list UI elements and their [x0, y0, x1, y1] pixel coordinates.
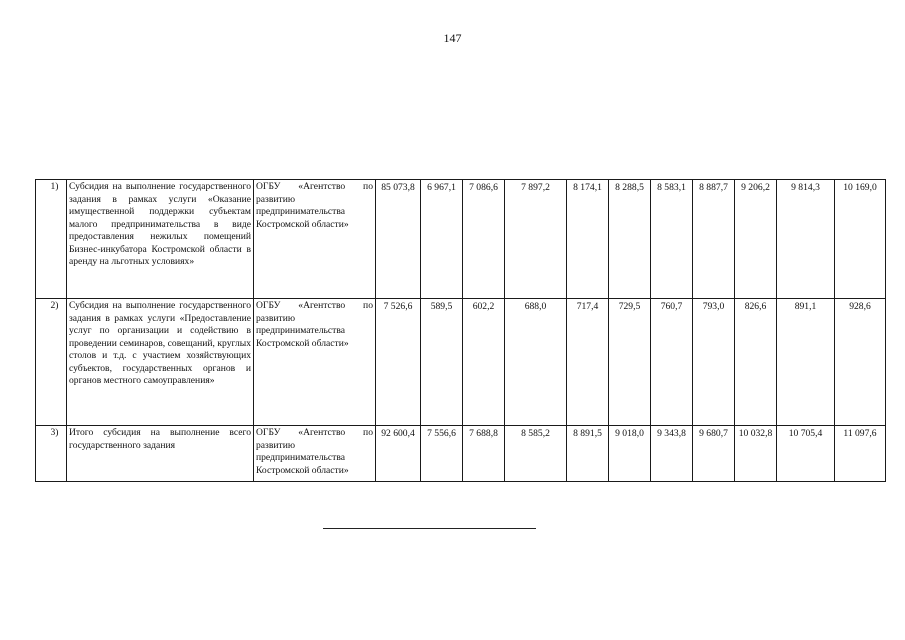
value-cell: 10 169,0 [835, 180, 886, 299]
value-cell: 891,1 [777, 299, 835, 426]
table-row [36, 180, 886, 299]
value-cell: 85 073,8 [376, 180, 421, 299]
value-cell: 589,5 [421, 299, 463, 426]
table-row-total [36, 426, 886, 482]
row-organization: ОГБУ «Агентство по развитию предпринимательства Костромской области» [254, 299, 376, 426]
value-cell: 7 526,6 [376, 299, 421, 426]
row-index: 3) [36, 426, 67, 482]
value-cell: 7 897,2 [505, 180, 567, 299]
closing-divider [323, 528, 536, 529]
value-cell: 9 206,2 [735, 180, 777, 299]
value-cell: 717,4 [567, 299, 609, 426]
value-cell: 7 086,6 [463, 180, 505, 299]
value-cell: 793,0 [693, 299, 735, 426]
value-cell: 9 018,0 [609, 426, 651, 482]
value-cell: 8 174,1 [567, 180, 609, 299]
value-cell: 11 097,6 [835, 426, 886, 482]
value-cell: 826,6 [735, 299, 777, 426]
row-organization: ОГБУ «Агентство по развитию предпринимательства Костромской области» [254, 180, 376, 299]
value-cell: 6 967,1 [421, 180, 463, 299]
row-description: Субсидия на выполнение государственного задания в рамках услуги «Предоставление услуг по организации и содействию в проведении семинаров, совещаний, круглых столов и т.д. с участием хозяйствующих субъектов, государственных органов и органов местного самоуправления» [67, 299, 254, 426]
subsidy-table [35, 179, 886, 482]
value-cell: 729,5 [609, 299, 651, 426]
value-cell: 10 705,4 [777, 426, 835, 482]
value-cell: 8 288,5 [609, 180, 651, 299]
value-cell: 8 891,5 [567, 426, 609, 482]
value-cell: 9 814,3 [777, 180, 835, 299]
value-cell: 9 343,8 [651, 426, 693, 482]
value-cell: 7 688,8 [463, 426, 505, 482]
table-row [36, 299, 886, 426]
page-number: 147 [443, 31, 462, 45]
value-cell: 8 887,7 [693, 180, 735, 299]
value-cell: 602,2 [463, 299, 505, 426]
value-cell: 928,6 [835, 299, 886, 426]
value-cell: 760,7 [651, 299, 693, 426]
value-cell: 10 032,8 [735, 426, 777, 482]
value-cell: 92 600,4 [376, 426, 421, 482]
value-cell: 7 556,6 [421, 426, 463, 482]
value-cell: 8 583,1 [651, 180, 693, 299]
row-description: Итого субсидия на выполнение всего государственного задания [67, 426, 254, 482]
row-index: 2) [36, 299, 67, 426]
value-cell: 688,0 [505, 299, 567, 426]
row-description: Субсидия на выполнение государственного задания в рамках услуги «Оказание имущественной поддержки субъектам малого предпринимательства в виде предоставления нежилых помещений Бизнес-инкубатора Костромской области в аренду на льготных условиях» [67, 180, 254, 299]
row-index: 1) [36, 180, 67, 299]
value-cell: 8 585,2 [505, 426, 567, 482]
row-organization: ОГБУ «Агентство по развитию предпринимательства Костромской области» [254, 426, 376, 482]
value-cell: 9 680,7 [693, 426, 735, 482]
